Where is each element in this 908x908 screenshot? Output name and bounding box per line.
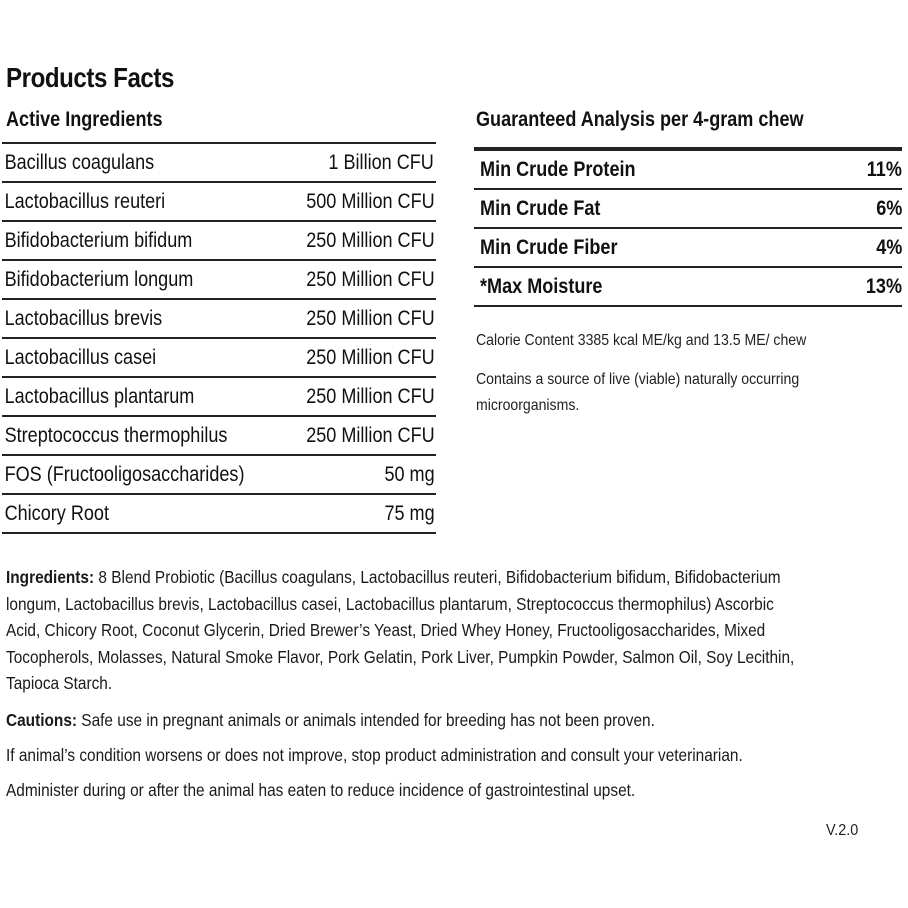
table-row (2, 339, 436, 378)
ingredient-amount: 250 Million CFU (305, 306, 435, 330)
ingredient-name: Lactobacillus reuteri (4, 189, 166, 213)
ingredient-name: Lactobacillus plantarum (4, 384, 195, 408)
ingredient-name: Bifidobacterium bifidum (4, 228, 193, 252)
analysis-amount: 13% (865, 274, 902, 298)
ingredient-amount: 250 Million CFU (305, 345, 435, 369)
active-ingredients-table (2, 142, 436, 534)
cautions-label: Cautions: (6, 710, 78, 730)
ingredient-name: Lactobacillus casei (4, 345, 157, 369)
ingredient-name: Streptococcus thermophilus (4, 423, 228, 447)
ingredient-name: Chicory Root (4, 501, 109, 525)
ingredient-amount: 500 Million CFU (305, 189, 435, 213)
active-ingredients-heading: Active Ingredients (6, 108, 163, 131)
ingredient-amount: 50 mg (384, 462, 435, 486)
ingredient-amount: 1 Billion CFU (328, 150, 435, 174)
live-microorganisms-note (476, 367, 799, 419)
ingredient-name: Bacillus coagulans (4, 150, 155, 174)
version-label: V.2.0 (826, 822, 859, 839)
calorie-content: Calorie Content 3385 kcal ME/kg and 13.5 ME/ chew (476, 332, 807, 349)
ingredient-name: Bifidobacterium longum (4, 267, 194, 291)
table-row (2, 495, 436, 534)
ingredient-amount: 250 Million CFU (305, 423, 435, 447)
ingredients-text: 8 Blend Probiotic (Bacillus coagulans, Lactobacillus reuteri, Bifidobacterium bifidum, Bifidobacterium (94, 567, 781, 587)
ingredients-line: Acid, Chicory Root, Coconut Glycerin, Dried Brewer’s Yeast, Dried Whey Honey, Fructooligosaccharides, Mixed (6, 620, 766, 640)
ingredient-amount: 250 Million CFU (305, 267, 435, 291)
ingredients-line: Tocopherols, Molasses, Natural Smoke Flavor, Pork Gelatin, Pork Liver, Pumpkin Powder, Salmon Oil, Soy Lecithin, (6, 646, 795, 667)
table-row (2, 144, 436, 183)
ingredients-paragraph (6, 564, 794, 697)
note-line: Contains a source of live (viable) naturally occurring (476, 371, 800, 388)
analysis-name: Min Crude Fat (480, 196, 601, 220)
table-row (2, 417, 436, 456)
analysis-name: Min Crude Fiber (480, 235, 618, 259)
table-row (474, 151, 902, 190)
analysis-amount: 4% (875, 235, 902, 259)
table-row (474, 190, 902, 229)
table-row (2, 378, 436, 417)
table-row (2, 456, 436, 495)
ingredients-label: Ingredients: (6, 567, 95, 587)
analysis-name: *Max Moisture (480, 274, 603, 298)
table-row (2, 222, 436, 261)
ingredients-line: longum, Lactobacillus brevis, Lactobacillus casei, Lactobacillus plantarum, Streptococcus thermophilus) Ascorbic (6, 593, 774, 614)
table-row (474, 229, 902, 268)
analysis-name: Min Crude Protein (480, 157, 636, 181)
cautions-line (6, 707, 655, 734)
guaranteed-analysis-heading: Guaranteed Analysis per 4-gram chew (476, 108, 804, 131)
ingredient-name: Lactobacillus brevis (4, 306, 163, 330)
ingredient-amount: 250 Million CFU (305, 384, 435, 408)
table-row (2, 183, 436, 222)
guaranteed-analysis-table (474, 147, 902, 307)
ingredient-name: FOS (Fructooligosaccharides) (4, 462, 245, 486)
analysis-amount: 11% (866, 157, 902, 181)
cautions-text: Safe use in pregnant animals or animals intended for breeding has not been proven. (77, 710, 655, 730)
table-row (2, 300, 436, 339)
ingredient-amount: 250 Million CFU (305, 228, 435, 252)
ingredient-amount: 75 mg (384, 501, 435, 525)
administer-instruction: Administer during or after the animal has eaten to reduce incidence of gastrointestinal upset. (6, 780, 636, 800)
note-line: microorganisms. (476, 397, 580, 414)
condition-warning: If animal’s condition worsens or does not improve, stop product administration and consult your veterinarian. (6, 745, 743, 765)
page-title: Products Facts (6, 62, 174, 93)
ingredients-line: Tapioca Starch. (6, 673, 113, 693)
table-row (474, 268, 902, 307)
ingredients-line (6, 564, 794, 591)
analysis-amount: 6% (875, 196, 902, 220)
table-row (2, 261, 436, 300)
